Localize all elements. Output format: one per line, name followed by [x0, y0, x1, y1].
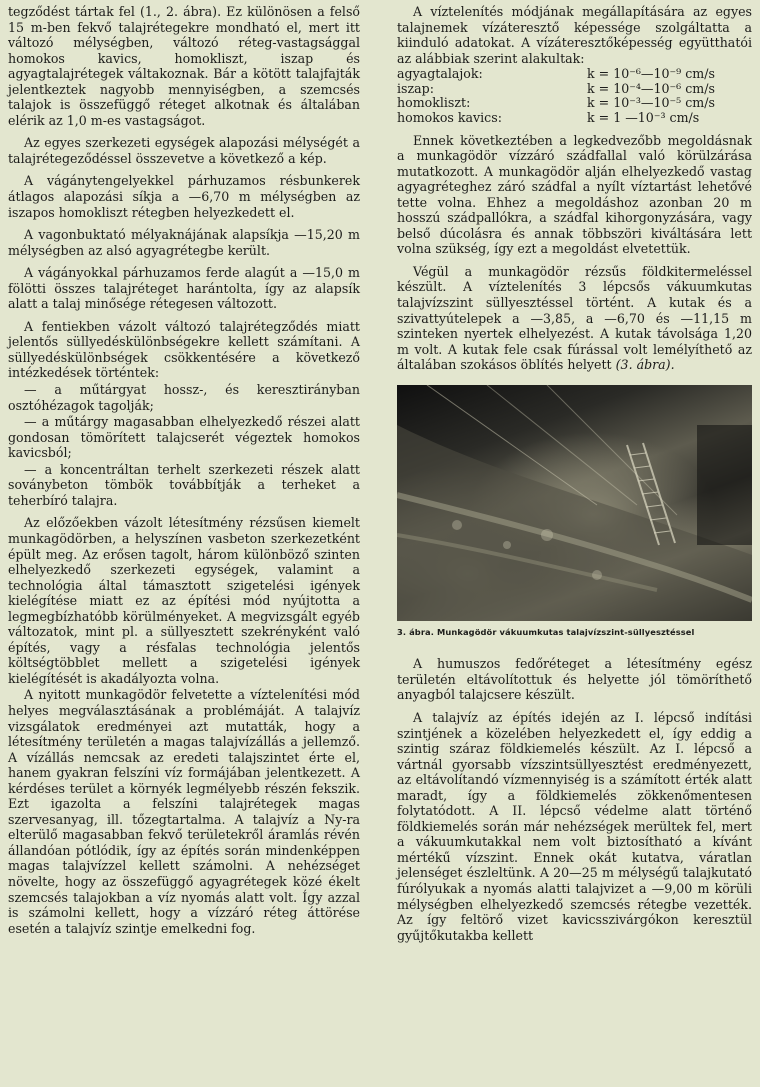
- paragraph: Ennek következtében a legkedvezőbb megoldásnak a munkagödör vízzáró szádfallal való körülzárása mutatkozott. A munkagödör alján elhelyezkedő vastag agyagréteghez záró szádfal a nyílt víztartást lehetővé tette volna. Ehhez a megoldáshoz azonban 20 m hosszú szádpallókra, a szádfal kihorgonyzására, vagy belső dúcolásra és annak többszöri kiváltására lett volna szükség, így ezt a megoldást elvetettük.: [397, 132, 752, 257]
- figure-caption: 3. ábra. Munkagödör vákuumkutas talajvízszint-süllyesztéssel: [397, 626, 695, 637]
- soil-name: homokliszt:: [397, 95, 471, 111]
- paragraph: [397, 264, 752, 373]
- soil-name: homokos kavics:: [397, 109, 502, 125]
- list-item: — a koncentráltan terhelt szerkezeti részek alatt soványbeton tömbök továbbítják a terheket a teherbíró talajra.: [8, 461, 360, 508]
- photo-illustration: [397, 385, 752, 621]
- paragraph: A nyitott munkagödör felvetette a víztelenítési mód helyes megválasztásának a problémáját. A talajvíz vizsgálatok eredményei azt mutatták, hogy a létesítmény területén a magas talajvízállás a jellemző. A vízállás nemcsak az eredeti talajszintet érte el, hanem gyakran felszíni víz formájában jelentkezett. A kérdéses terület a környék legmélyebb részén fekszik. Ezt igazolta a felszíni talajrétegek magas szervesanyag, ill. tőzegtartalma. A talajvíz a Ny-ra elterülő magasabban fekvő területekről áramlás révén állandóan pótlódik, így az építés során mindenképpen magas talajvízzel kellett számolni. A nehézséget növelte, hogy az összefüggő agyagrétegek közé ékelt szemcsés talajokban a víz nyomás alatt volt. Így azzal is számolni kellett, hogy a vízzáró réteg áttörése esetén a talajvíz szintje emelkedni fog.: [8, 687, 360, 936]
- table-row: [397, 82, 749, 97]
- permeability-table: [397, 67, 749, 125]
- coefficient-value: k = 10⁻³—10⁻⁵ cm/s: [587, 95, 715, 111]
- coefficient-value: k = 1 —10⁻³ cm/s: [587, 109, 700, 125]
- figure-reference: (3. ábra).: [615, 357, 675, 373]
- list-item: — a műtárgyat hossz-, és keresztirányban osztóhézagok tagolják;: [8, 382, 360, 413]
- table-row: [397, 67, 749, 82]
- paragraph-text: Végül a munkagödör rézsűs földkitermeléssel készült. A víztelenítés 3 lépcsős vákuumkutas talajvízszint süllyesztéssel történt. A kutak és a szivattyútelepek a —3,85, a —6,70 és —11,15 m szinteken nyertek elhelyezést. A kutak távolsága 1,20 m volt. A kutak fele csak fúrással volt lemélyíthető az általában szokásos öblítés helyett: [397, 263, 752, 373]
- paragraph: A vagonbuktató mélyaknájának alapsíkja —15,20 m mélységben az alsó agyagrétegbe került.: [8, 227, 360, 258]
- left-column: [8, 4, 360, 936]
- paragraph: A vágányokkal párhuzamos ferde alagút a —15,0 m fölötti összes talajréteget harántolta, így az alapsík alatt a talaj minősége rétegesen változott.: [8, 265, 360, 312]
- list-item: — a műtárgy magasabban elhelyezkedő részei alatt gondosan tömörített talajcserét végeztek homokos kavicsból;: [8, 414, 360, 461]
- paragraph: A fentiekben vázolt változó talajrétegződés miatt jelentős süllyedéskülönbségekre kellett számítani. A süllyedéskülönbségek csökkentésére a következő intézkedések történtek:: [8, 318, 360, 381]
- table-row: [397, 111, 749, 126]
- paragraph: A vágánytengelyekkel párhuzamos résbunkerek átlagos alapozási síkja a —6,70 m mélységben az iszapos homokliszt rétegben helyezkedett el.: [8, 173, 360, 220]
- paragraph: tegződést tártak fel (1., 2. ábra). Ez különösen a felső 15 m-ben fekvő talajrétegekre mondható el, mert itt változó mélységben, változó réteg-vastagsággal homokos kavics, homokliszt, iszap és agyagtalajrétegek váltakoznak. Bár a kötött talajfajták jelentkeztek nagyobb mennyiségben, a szemcsés talajok is összefüggő réteget alkotnak és általában elérik az 1,0 m-es vastagságot.: [8, 4, 360, 128]
- paragraph: Az egyes szerkezeti egységek alapozási mélységét a talajrétegeződéssel összevetve a következő a kép.: [8, 135, 360, 166]
- coefficient-value: k = 10⁻⁶—10⁻⁹ cm/s: [587, 66, 715, 82]
- coefficient-value: k = 10⁻⁴—10⁻⁶ cm/s: [587, 80, 715, 96]
- paragraph: A víztelenítés módjának megállapítására az egyes talajnemek vízáteresztő képessége szolgáltatta a kiinduló adatokat. A vízáteresztőképesség együtthatói az alábbiak szerint alakultak:: [397, 4, 752, 66]
- paragraph: Az előzőekben vázolt létesítmény rézsűsen kiemelt munkagödörben, a helyszínen vasbeton szerkezetként épült meg. Az erősen tagolt, három különböző szinten elhelyezkedő szerkezeti egységek, valamint a technológia által támasztott szigetelési igények kielégítése miatt ez az építési mód nyújtotta a legmegbízhatóbb körülményeket. A megvizsgált egyéb változatok, mint pl. a süllyesztett szekrényként való építés, vagy a résfalas technológia jelentős költségtöbblet mellett a szigetelési igények kielégítését is akadályozta volna.: [8, 515, 360, 686]
- paragraph: A humuszos fedőréteget a létesítmény egész területén eltávolítottuk és helyette jól tömöríthető anyagból talajcsere készült.: [397, 656, 752, 703]
- soil-name: iszap:: [397, 80, 434, 96]
- text-after-figure: [397, 656, 752, 943]
- table-row: [397, 96, 749, 111]
- right-column: [397, 4, 752, 943]
- paragraph: A talajvíz az építés idején az I. lépcső indítási szintjének a közelében helyezkedett el, így eddig a szintig száraz földkiemelés készült. Az I. lépcső a vártnál gyorsabb vízszintsüllyesztést eredményezett, az eltávolítandó vízmennyiség is a számított érték alatt maradt, így a földkiemelés zökkenőmentesen folytatódott. A II. lépcső védelme alatt történő földkiemelés során már nehézségek merültek fel, mert a vákuumkutakkal nem volt biztosítható a kívánt mértékű vízszint. Ennek okát kutatva, váratlan jelenséget észleltünk. A 20—25 m mélységű talajkutató fúrólyukak a nyomás alatti talajvizet a —9,00 m körüli mélységben elhelyezkedő szemcsés rétegbe vezették. Az így feltörő vizet kavicsszivárgókon keresztül gyűjtőkutakba kellett: [397, 709, 752, 943]
- soil-name: agyagtalajok:: [397, 66, 483, 82]
- construction-pit-photo: [397, 385, 752, 621]
